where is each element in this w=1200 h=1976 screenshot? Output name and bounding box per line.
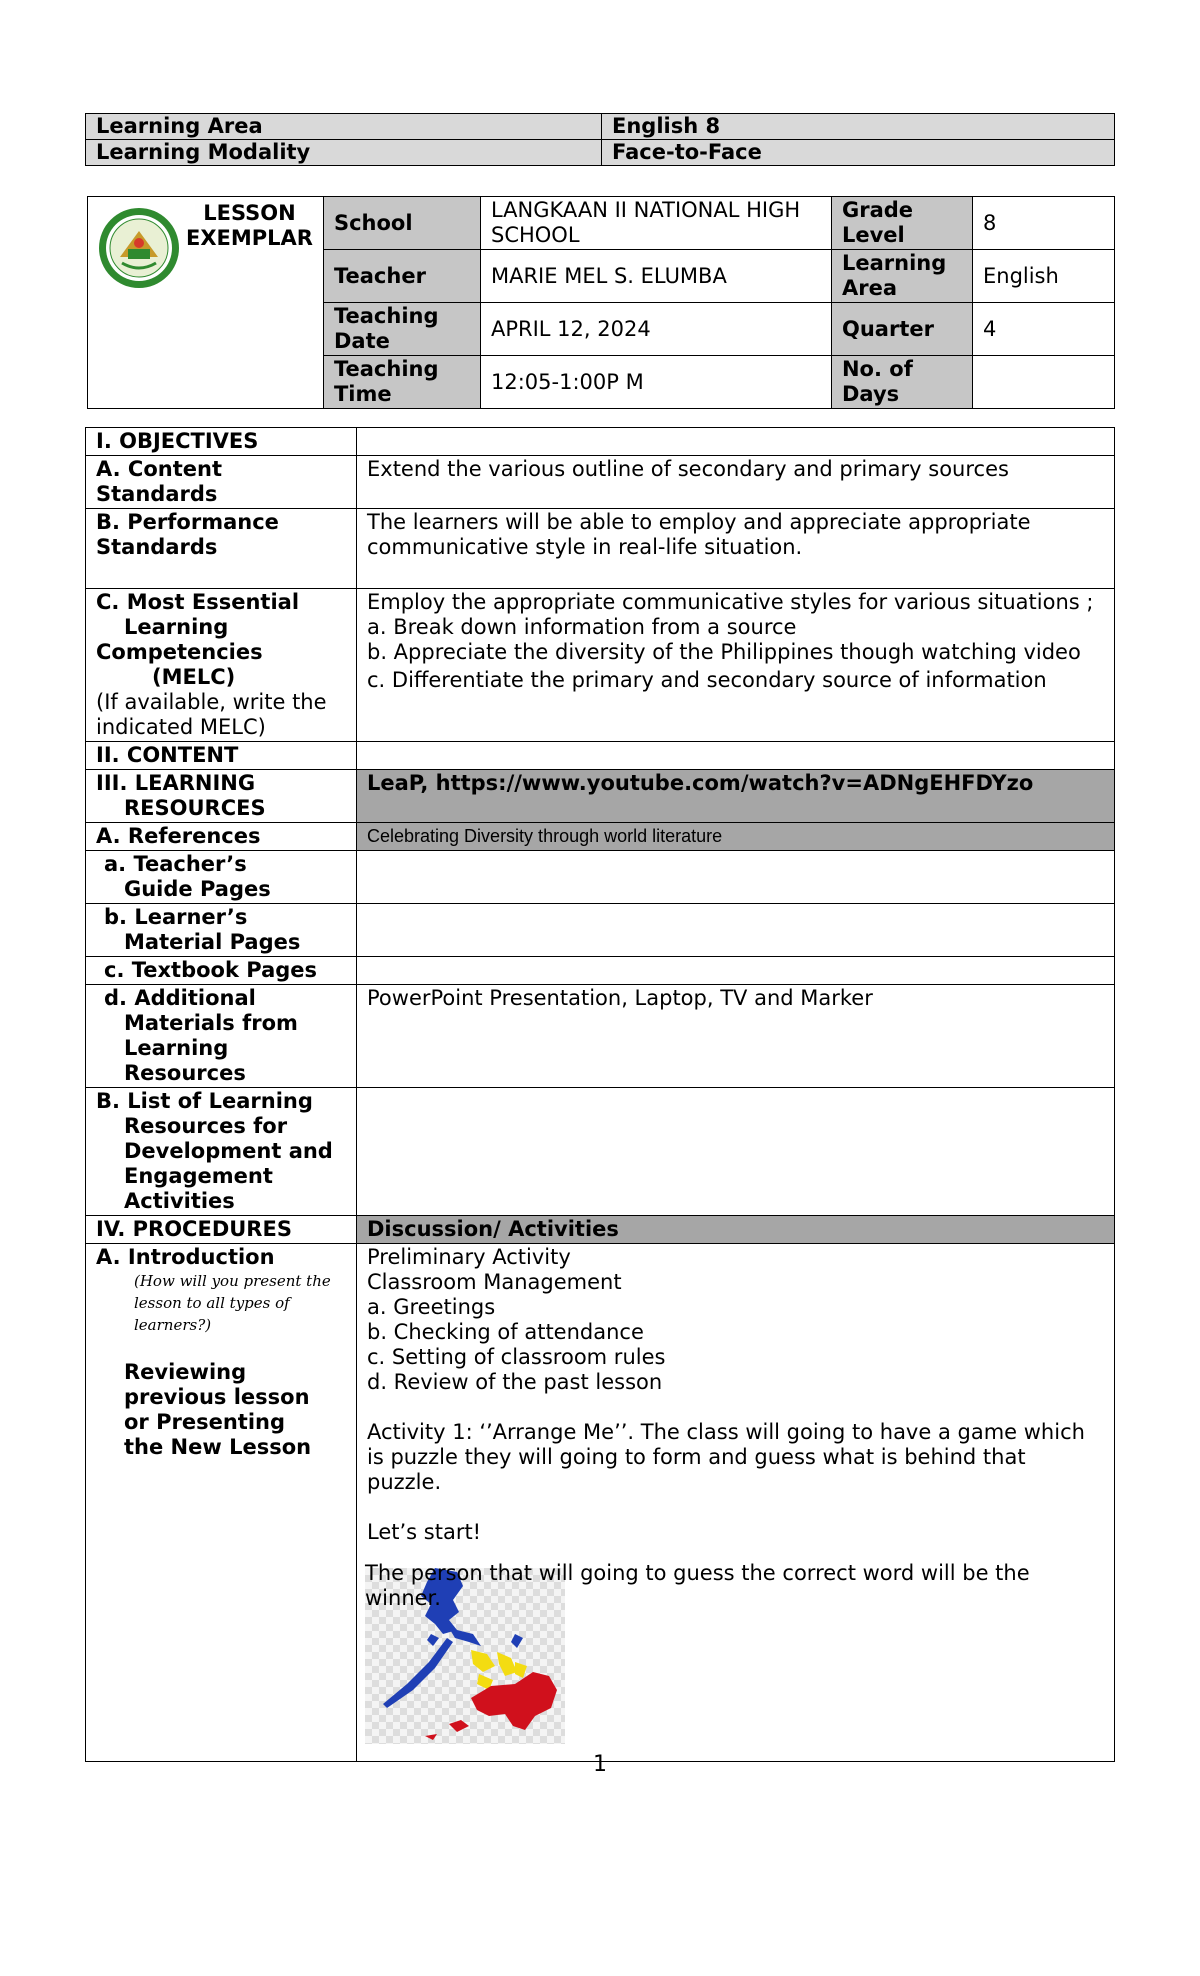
school-value: LANGKAAN II NATIONAL HIGH SCHOOL <box>480 197 831 250</box>
grade-level-label: Grade Level <box>831 197 972 250</box>
learner-material-line-1: b. Learner’s <box>104 905 248 929</box>
exemplar-line-2: EXEMPLAR <box>186 226 313 250</box>
list-of-resources-value <box>357 1088 1115 1216</box>
page-number: 1 <box>593 1752 607 1777</box>
quarter-value: 4 <box>972 303 1114 356</box>
introduction-note: (How will you present the lesson to all types of learners?) <box>134 1272 331 1334</box>
learning-resources-value: LeaP, https://www.youtube.com/watch?v=ADNgEHFDYzo <box>357 770 1115 823</box>
learner-material-line-2: Material Pages <box>124 930 301 954</box>
melc-label-line-1: C. Most Essential <box>96 590 300 614</box>
winner-line-2: winner. <box>365 1586 441 1610</box>
content-standards-value: Extend the various outline of secondary and primary sources <box>357 456 1115 509</box>
learning-area-value: English 8 <box>602 114 1115 140</box>
references-value: Celebrating Diversity through world literature <box>357 823 1115 851</box>
reviewing-line-4: the New Lesson <box>124 1435 312 1459</box>
lesson-exemplar-title <box>186 201 313 251</box>
melc-item-b: b. Appreciate the diversity of the Philippines though watching video <box>367 640 1081 664</box>
melc-note: (If available, write the indicated MELC) <box>96 690 327 739</box>
teacher-value: MARIE MEL S. ELUMBA <box>480 250 831 303</box>
textbook-pages-value <box>357 957 1115 985</box>
melc-label-line-4: (MELC) <box>152 665 236 689</box>
learning-modality-label: Learning Modality <box>86 140 602 166</box>
reviewing-line-3: or Presenting <box>124 1410 285 1434</box>
additional-materials-line-4: Resources <box>124 1061 246 1085</box>
melc-intro: Employ the appropriate communicative styles for various situations ; <box>367 590 1094 614</box>
content-heading-value <box>357 742 1115 770</box>
teaching-date-value: APRIL 12, 2024 <box>480 303 831 356</box>
no-of-days-value <box>972 356 1114 409</box>
teacher-guide-value <box>357 851 1115 904</box>
header-learning-area-label: Learning Area <box>831 250 972 303</box>
content-heading: II. CONTENT <box>86 742 357 770</box>
teaching-time-label: Teaching Time <box>323 356 480 409</box>
melc-label-line-2: Learning <box>124 615 229 639</box>
learning-resources-heading <box>86 770 357 823</box>
teacher-label: Teacher <box>323 250 480 303</box>
list-resources-line-3: Development and <box>124 1139 333 1163</box>
no-of-days-label: No. of Days <box>831 356 972 409</box>
winner-line-1: The person that will going to guess the correct word will be the <box>365 1561 1030 1585</box>
additional-materials-label <box>86 985 357 1088</box>
procedures-heading-value: Discussion/ Activities <box>357 1216 1115 1244</box>
learning-area-table <box>85 113 1115 166</box>
preliminary-activity: Preliminary Activity <box>367 1245 571 1269</box>
list-resources-line-4: Engagement <box>124 1164 273 1188</box>
melc-item-a: a. Break down information from a source <box>367 615 797 639</box>
teacher-guide-line-2: Guide Pages <box>124 877 271 901</box>
textbook-pages-label: c. Textbook Pages <box>86 957 357 985</box>
references-label: A. References <box>86 823 357 851</box>
objectives-heading: I. OBJECTIVES <box>86 428 357 456</box>
teaching-time-value: 12:05-1:00P M <box>480 356 831 409</box>
step-review: d. Review of the past lesson <box>367 1370 663 1394</box>
list-of-resources-label <box>86 1088 357 1216</box>
logo-cell <box>88 197 324 409</box>
teacher-guide-line-1: a. Teacher’s <box>104 852 247 876</box>
content-standards-label: A. Content Standards <box>86 456 357 509</box>
step-classroom-rules: c. Setting of classroom rules <box>367 1345 666 1369</box>
melc-label-line-3: Competencies <box>96 640 263 664</box>
list-resources-line-5: Activities <box>124 1189 235 1213</box>
header-learning-area-value: English <box>972 250 1114 303</box>
learner-material-label <box>86 904 357 957</box>
melc-value-cell <box>357 589 1115 742</box>
grade-level-value: 8 <box>972 197 1114 250</box>
activity-1-text: Activity 1: ‘’Arrange Me’’. The class will going to have a game which is puzzle they will going to form and guess what is behind that puzzle. <box>367 1420 1085 1494</box>
performance-standards-value: The learners will be able to employ and appreciate appropriate communicative style in real-life situation. <box>357 509 1115 589</box>
performance-standards-label: B. Performance Standards <box>86 509 357 589</box>
step-greetings: a. Greetings <box>367 1295 496 1319</box>
quarter-label: Quarter <box>831 303 972 356</box>
winner-text <box>365 1561 1105 1611</box>
list-resources-line-2: Resources for <box>124 1114 288 1138</box>
additional-materials-line-2: Materials from <box>124 1011 298 1035</box>
melc-item-c: c. Differentiate the primary and secondary source of information <box>367 668 1047 692</box>
learner-material-value <box>357 904 1115 957</box>
learning-resources-line-1: III. LEARNING <box>96 771 256 795</box>
introduction-label-cell <box>86 1244 357 1762</box>
reviewing-line-2: previous lesson <box>124 1385 310 1409</box>
introduction-label: A. Introduction <box>96 1245 275 1269</box>
objectives-heading-value <box>357 428 1115 456</box>
additional-materials-line-3: Learning <box>124 1036 229 1060</box>
lesson-header-table <box>87 196 1115 409</box>
school-seal-icon <box>98 207 180 289</box>
procedures-heading: IV. PROCEDURES <box>86 1216 357 1244</box>
reviewing-line-1: Reviewing <box>124 1360 247 1384</box>
teaching-date-label: Teaching Date <box>323 303 480 356</box>
additional-materials-value: PowerPoint Presentation, Laptop, TV and Marker <box>357 985 1115 1088</box>
learning-modality-value: Face-to-Face <box>602 140 1115 166</box>
teacher-guide-label <box>86 851 357 904</box>
melc-label-cell <box>86 589 357 742</box>
learning-resources-line-2: RESOURCES <box>124 796 266 820</box>
lets-start-text: Let’s start! <box>367 1520 482 1544</box>
school-label: School <box>323 197 480 250</box>
step-attendance: b. Checking of attendance <box>367 1320 644 1344</box>
exemplar-line-1: LESSON <box>203 201 296 225</box>
additional-materials-line-1: d. Additional <box>104 986 256 1010</box>
learning-area-label: Learning Area <box>86 114 602 140</box>
classroom-management: Classroom Management <box>367 1270 622 1294</box>
list-resources-line-1: B. List of Learning <box>96 1089 313 1113</box>
